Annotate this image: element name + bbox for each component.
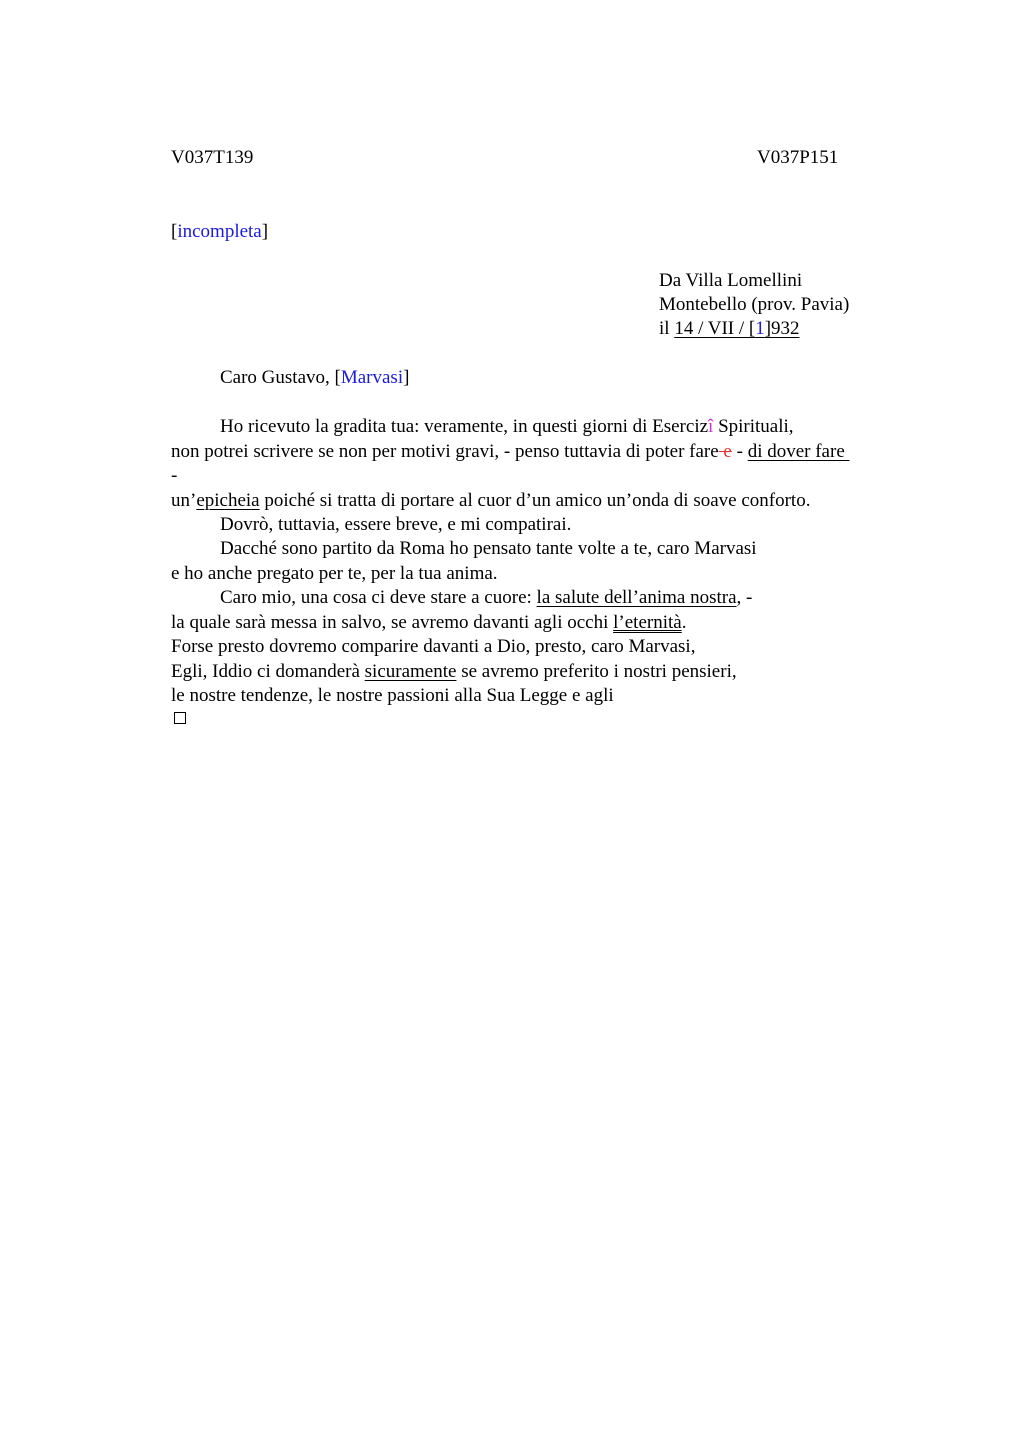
body-line-1: Ho ricevuto la gradita tua: veramente, in questi giorni di Esercizî Spirituali, [220, 416, 794, 437]
body-line-11: Egli, Iddio ci domanderà sicuramente se avremo preferito i nostri pensieri, [171, 661, 737, 682]
body-line-12: le nostre tendenze, le nostre passioni alla Sua Legge e agli [171, 685, 614, 706]
status-note: [incompleta] [171, 221, 269, 242]
right-code: V037P151 [757, 147, 839, 168]
deleted-text: e [718, 441, 732, 462]
body-line-9: la quale sarà messa in salvo, se avremo davanti agli occhi l’eternità. [171, 612, 687, 633]
body-line-6: Dacché sono partito da Roma ho pensato tante volte a te, caro Marvasi [220, 538, 757, 559]
body-line-2: non potrei scrivere se non per motivi gravi, - penso tuttavia di poter fare e - di dover fare [171, 441, 850, 462]
salutation: Caro Gustavo, [Marvasi] [220, 367, 410, 388]
body-line-3: - [171, 465, 178, 486]
body-line-8: Caro mio, una cosa ci deve stare a cuore: la salute dell’anima nostra, - [220, 587, 753, 608]
recipient-name: Marvasi [340, 367, 404, 388]
letter-date: il 14 / VII / [1]932 [659, 318, 800, 339]
body-line-7: e ho anche pregato per te, per la tua anima. [171, 563, 498, 584]
status-label: incompleta [177, 221, 262, 242]
address-line-1: Da Villa Lomellini [659, 270, 803, 291]
left-code: V037T139 [171, 147, 254, 168]
body-line-4: un’epicheia poiché si tratta di portare al cuor d’un amico un’onda di soave conforto. [171, 490, 811, 511]
body-line-10: Forse presto dovremo comparire davanti a Dio, presto, caro Marvasi, [171, 636, 696, 657]
address-line-2: Montebello (prov. Pavia) [659, 294, 850, 315]
continuation-box-icon [174, 712, 186, 724]
body-line-5: Dovrò, tuttavia, essere breve, e mi compatirai. [220, 514, 572, 535]
